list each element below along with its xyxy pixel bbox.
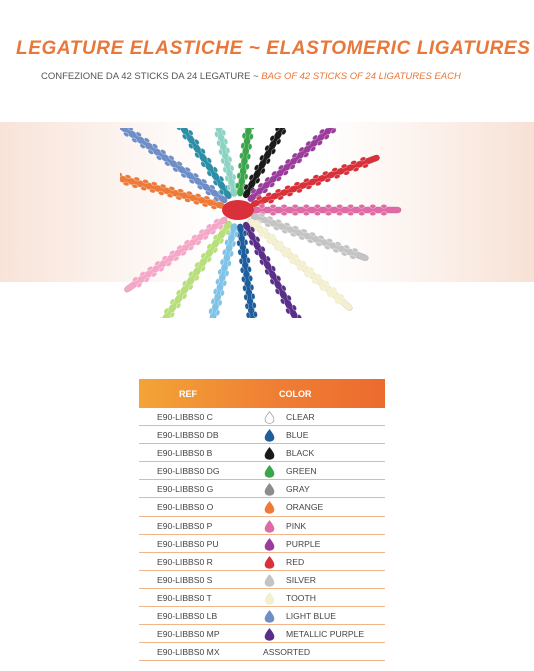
subtitle-italian: CONFEZIONE DA 42 STICKS DA 24 LEGATURE ~ <box>41 71 262 82</box>
ref-cell: E90-LIBBS0 P <box>157 520 213 531</box>
color-name-cell: ORANGE <box>286 502 324 513</box>
ref-cell: E90-LIBBS0 DG <box>157 466 220 477</box>
color-name-cell: METALLIC PURPLE <box>286 629 365 640</box>
table-row <box>139 517 385 535</box>
color-drop-icon <box>264 574 275 587</box>
ref-cell: E90-LIBBS0 S <box>157 574 213 585</box>
color-drop-icon <box>264 501 275 514</box>
table-row <box>139 643 385 661</box>
table-row <box>139 462 385 480</box>
page-title: LEGATURE ELASTICHE ~ ELASTOMERIC LIGATURES <box>16 38 531 59</box>
ligature-stick <box>122 214 230 296</box>
color-name-cell: PURPLE <box>286 538 321 549</box>
color-name-cell: GRAY <box>286 484 310 495</box>
table-row <box>139 480 385 498</box>
color-drop-icon <box>264 520 275 533</box>
color-drop-icon <box>264 538 275 551</box>
stick-hub <box>222 200 254 220</box>
color-name-cell: LIGHT BLUE <box>286 611 336 622</box>
ref-cell: E90-LIBBS0 MP <box>157 629 220 640</box>
ref-cell: E90-LIBBS0 C <box>157 412 213 422</box>
table-row <box>139 607 385 625</box>
table-row <box>139 426 385 444</box>
ref-cell: E90-LIBBS0 LB <box>157 611 218 622</box>
color-name-cell: BLACK <box>286 448 315 459</box>
table-row <box>139 408 385 426</box>
color-drop-icon <box>264 411 275 424</box>
table-row <box>139 535 385 553</box>
page-subtitle <box>41 71 461 82</box>
ref-cell: E90-LIBBS0 PU <box>157 538 219 549</box>
color-name-cell: SILVER <box>286 574 316 585</box>
column-header-color: COLOR <box>279 389 312 399</box>
product-table <box>139 379 385 661</box>
color-drop-icon <box>264 592 275 605</box>
color-name-cell: ASSORTED <box>263 647 311 658</box>
color-drop-icon <box>264 447 275 460</box>
ref-cell: E90-LIBBS0 B <box>157 448 213 459</box>
ref-cell: E90-LIBBS0 DB <box>157 430 219 441</box>
color-name-cell: CLEAR <box>286 412 315 422</box>
table-row <box>139 625 385 643</box>
table-header <box>139 379 385 408</box>
column-header-ref: REF <box>179 389 197 399</box>
color-name-cell: TOOTH <box>286 592 316 603</box>
ref-cell: E90-LIBBS0 G <box>157 484 214 495</box>
color-drop-icon <box>264 483 275 496</box>
ref-cell: E90-LIBBS0 O <box>157 502 214 513</box>
color-drop-icon <box>264 610 275 623</box>
color-drop-icon <box>264 465 275 478</box>
table-body <box>139 408 385 661</box>
color-name-cell: BLUE <box>286 430 309 441</box>
table-row <box>139 589 385 607</box>
ligature-sticks-photo <box>120 128 410 318</box>
color-drop-icon <box>264 429 275 442</box>
ligature-stick <box>252 204 401 215</box>
color-drop-icon <box>264 628 275 641</box>
color-drop-icon <box>264 556 275 569</box>
table-row <box>139 498 385 516</box>
table-row <box>139 444 385 462</box>
color-name-cell: RED <box>286 556 305 567</box>
subtitle-english: BAG OF 42 STICKS OF 24 LIGATURES EACH <box>261 71 461 82</box>
ref-cell: E90-LIBBS0 T <box>157 592 212 603</box>
color-name-cell: GREEN <box>286 466 317 477</box>
ref-cell: E90-LIBBS0 MX <box>157 647 220 658</box>
ref-cell: E90-LIBBS0 R <box>157 556 213 567</box>
table-row <box>139 553 385 571</box>
table-row <box>139 571 385 589</box>
color-name-cell: PINK <box>286 520 307 531</box>
